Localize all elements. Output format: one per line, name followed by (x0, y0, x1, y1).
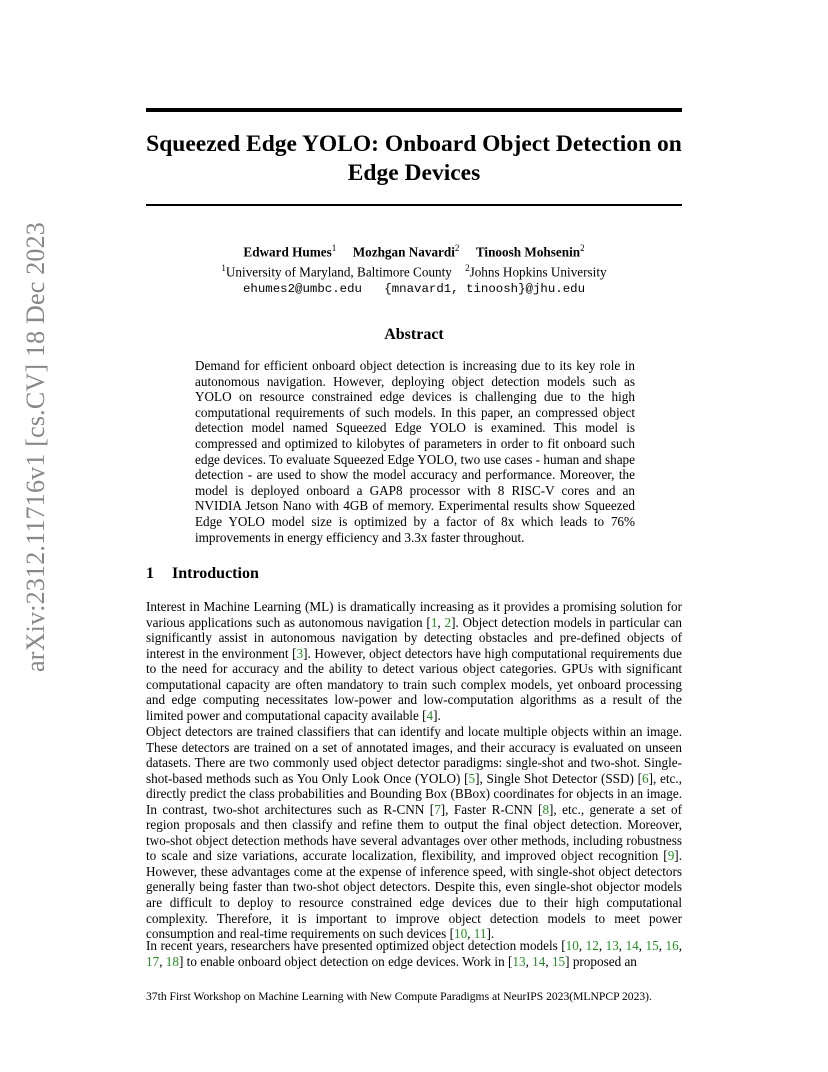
email: ehumes2@umbc.edu (242, 281, 362, 296)
citation-link[interactable]: 12 (585, 938, 599, 953)
affiliation-mark: 2 (465, 263, 470, 274)
citation-link[interactable]: 10 (565, 938, 579, 953)
author-affiliation-mark: 2 (454, 243, 460, 253)
author-affiliation-mark: 2 (580, 243, 585, 253)
paragraph-text: ]. However, object detectors have high computational requirements due to the need for accuracy and the ability to detect various object categories. GPUs with significant computational capacity are often mandatory to train such complex models, yet onboard processing and edge computing necessitates low-power and low-computation algorithms as a result of the limited power and computational capacity available [ (146, 645, 682, 723)
citation-link[interactable]: 18 (165, 953, 179, 969)
author-name: Tinoosh Mohsenin (475, 244, 581, 260)
citation-link[interactable]: 15 (551, 953, 566, 969)
paragraph-text: , (545, 953, 552, 969)
paragraph-text: ] to enable onboard object detection on edge devices. Work in [ (178, 953, 513, 969)
paragraph-text: , (638, 938, 646, 953)
paragraph-text: , (525, 953, 533, 969)
author-name: Edward Humes (243, 244, 332, 260)
footnote-venue: 37th First Workshop on Machine Learning with New Compute Paradigms at NeurIPS 2023(MLNPCP 2023). (146, 990, 652, 1003)
author-names (146, 240, 682, 260)
paragraph-text: Interest in Machine Learning (ML) is dramatically increasing as it provides a promising solution for various applications such as autonomous navigation [ (146, 599, 682, 630)
title-bottom-rule (146, 204, 682, 206)
affiliations (146, 260, 682, 280)
paragraph-text: ]. However, these advantages come at the expense of inference speed, with single-shot object detectors generally being faster than two-shot object detectors. Despite this, even single-shot objector models are difficult to deploy to resource constrained edge devices due to their high computational complexity. Therefore, it is important to improve object detection models to meet power consumption and real-time requirements on such devices [ (146, 848, 682, 942)
paragraph-text: ]. (486, 926, 495, 942)
citation-link[interactable]: 11 (473, 926, 487, 942)
citation-link[interactable]: 1 (430, 614, 438, 630)
paragraph-text: In recent years, researchers have presented optimized object detection models [ (146, 938, 566, 953)
paragraph-text: , (578, 938, 586, 953)
citation-link[interactable]: 10 (453, 926, 468, 942)
citation-link[interactable]: 16 (665, 938, 679, 953)
paragraph-text: ], Single Shot Detector (SSD) [ (475, 770, 643, 786)
citation-link[interactable]: 7 (434, 801, 441, 817)
paragraph (146, 724, 682, 942)
citation-link[interactable]: 17 (146, 953, 160, 969)
citation-link[interactable]: 14 (532, 953, 546, 969)
paragraph-text: ]. (433, 707, 441, 723)
paragraph-text: ], Faster R-CNN [ (440, 801, 543, 817)
paragraph-text: Object detectors are trained classifiers that can identify and locate multiple objects within an image. These detectors are trained on a set of annotated images, and their accuracy is evaluated on unseen datasets. There are two commonly used object detector paradigms: single-shot and two-shot. Single-shot-based methods such as You Only Look Once (YOLO) [ (146, 724, 682, 786)
paragraph-text: ], etc., directly predict the class probabilities and Bounding Box (BBox) coordinates for objects in an image. In contrast, two-shot architectures such as R-CNN [ (146, 770, 682, 817)
citation-link[interactable]: 13 (605, 938, 619, 953)
section-title: Introduction (172, 565, 259, 582)
author-name: Mozhgan Navardi (352, 244, 455, 260)
paragraph-text: , (678, 938, 682, 953)
section-number: 1 (146, 565, 154, 582)
paper-title: Squeezed Edge YOLO: Onboard Object Detection on Edge Devices (146, 131, 682, 186)
citation-link[interactable]: 3 (296, 645, 304, 661)
citation-link[interactable]: 14 (625, 938, 639, 953)
paragraph-text: , (618, 938, 626, 953)
author-affiliation-mark: 1 (331, 243, 337, 253)
paragraph-text: , (437, 614, 445, 630)
citation-link[interactable]: 2 (444, 614, 452, 630)
paragraph-text: , (467, 926, 474, 942)
title-top-rule (146, 108, 682, 112)
paragraph-text: ] proposed an (565, 953, 637, 969)
citation-link[interactable]: 5 (468, 770, 476, 786)
abstract-heading: Abstract (384, 326, 444, 343)
paragraph-text: ]. Object detection models in particular can significantly assist in autonomous navigation by detecting obstacles and pre-defined objects of interest in the environment [ (146, 614, 682, 661)
paragraph (146, 938, 682, 969)
paragraph-text: , (159, 953, 166, 969)
citation-link[interactable]: 4 (426, 707, 434, 723)
paragraph-text: , (598, 938, 606, 953)
paragraph-text: ], etc., generate a set of region proposals and then classify and refine them to output the final object detection. Moreover, two-shot object detection methods have several advantages over other methods, including robustness to scale and size variations, accurate localization, flexibility, and improved object recognition [ (146, 801, 683, 864)
abstract-text: Demand for efficient onboard object detection is increasing due to its key role in autonomous navigation. However, deploying object detection models such as YOLO on resource constrained edge devices is challenging due to the high computational requirements of such models. In this paper, an compressed object detection model named Squeezed Edge YOLO is examined. This model is compressed and optimized to kilobytes of parameters in order to fit onboard such edge devices. To evaluate Squeezed Edge YOLO, two use cases - human and shape detection - are used to show the model accuracy and performance. Moreover, the model is deployed onboard a GAP8 processor with 8 RISC-V cores and an NVIDIA Jetson Nano with 4GB of memory. Experimental results show Squeezed Edge YOLO model size is optimized by a factor of 8x which leads to 76% improvements in energy efficiency and 3.3x faster throughout. (195, 358, 635, 545)
affiliation-name: University of Maryland, Baltimore County (225, 264, 452, 280)
section-heading (146, 565, 259, 583)
affiliation-name: Johns Hopkins University (469, 264, 607, 280)
arxiv-identifier: arXiv:2312.11716v1 [cs.CV] 18 Dec 2023 (21, 221, 50, 672)
citation-link[interactable]: 13 (512, 953, 526, 969)
email: {mnavard1, tinoosh}@jhu.edu (384, 281, 586, 296)
citation-link[interactable]: 9 (667, 848, 675, 864)
paragraph (146, 599, 682, 723)
affiliation-mark: 1 (221, 263, 226, 274)
paragraph-text: , (658, 938, 666, 953)
author-block (146, 240, 682, 297)
citation-link[interactable]: 6 (642, 770, 649, 786)
citation-link[interactable]: 15 (645, 938, 659, 953)
author-emails (146, 281, 682, 297)
citation-link[interactable]: 8 (542, 801, 550, 817)
